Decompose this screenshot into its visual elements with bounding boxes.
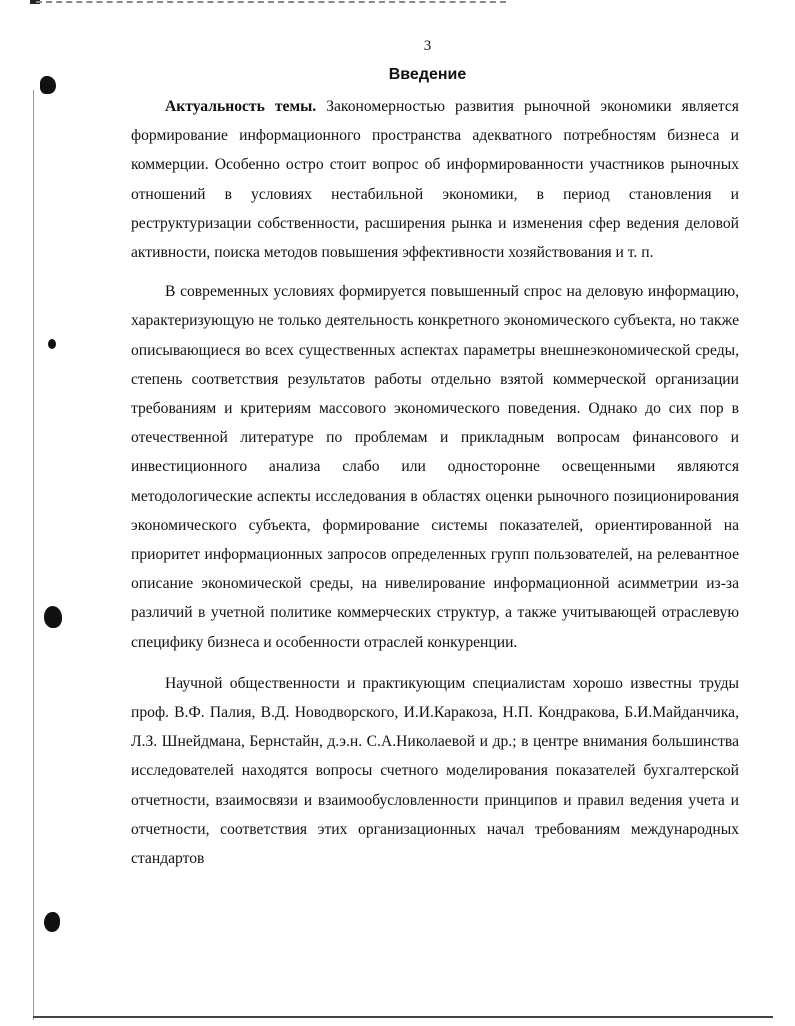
binder-hole-mark [48, 339, 56, 349]
scan-artifact-bottom-line [33, 1016, 773, 1018]
paragraph-business-information: В современных условиях формируется повышенный спрос на деловую информацию, характеризующую не только деятельность конкретного экономического субъекта, но также описывающиеся во всех существенных аспектах параметры внешнеэкономической среды, степень соответствия результатов работы отдельно взятой коммерческой организации требованиям и критериям массового экономического поведения. Однако до сих пор в отечественной литературе по проблемам и прикладным вопросам финансового и инвестиционного анализа слабо или односторонне освещенными являются методологические аспекты исследования в областях оценки рыночного позиционирования экономического субъекта, формирование системы показателей, ориентированной на приоритет информационных запросов определенных групп пользователей, на релевантное описание экономической среды, на нивелирование информационной асимметрии из-за различий в учетной политике коммерческих структур, а также учитывающей отраслевую специфику бизнеса и особенности отраслей конкуренции. [131, 283, 739, 651]
binder-hole-mark [44, 606, 62, 628]
page-number: 3 [423, 38, 432, 54]
document-body [131, 92, 739, 873]
paragraph-text: Закономерностью развития рыночной экономики является формирование информационного пространства адекватного потребностям бизнеса и коммерции. Особенно остро стоит вопрос об информированности участников рыночных отношений в условиях нестабильной экономики, в период становления и реструктуризации собственности, расширения рынка и изменения сфер ведения деловой активности, поиска методов повышения эффективности хозяйствования и т. п. [131, 98, 739, 262]
paragraph-relevance [131, 92, 739, 267]
paragraph-researchers: Научной общественности и практикующим специалистам хорошо известны труды проф. В.Ф. Палия, В.Д. Новодворского, И.И.Каракоза, Н.П. Кондракова, Б.И.Майданчика, Л.З. Шнейдмана, Бернстайн, д.э.н. С.А.Николаевой и др.; в центре внимания большинства исследователей находятся вопросы счетного моделирования показателей бухгалтерской отчетности, взаимосвязи и взаимообусловленности принципов и правил ведения учета и отчетности, соответствия этих организационных начал требованиям международных стандартов [131, 674, 739, 868]
section-heading: Введение [388, 66, 467, 83]
scan-artifact-top-line [36, 1, 506, 3]
scan-artifact-left-edge [33, 90, 34, 1020]
binder-hole-mark [44, 912, 60, 932]
paragraph-lead: Актуальность темы. [165, 98, 317, 115]
